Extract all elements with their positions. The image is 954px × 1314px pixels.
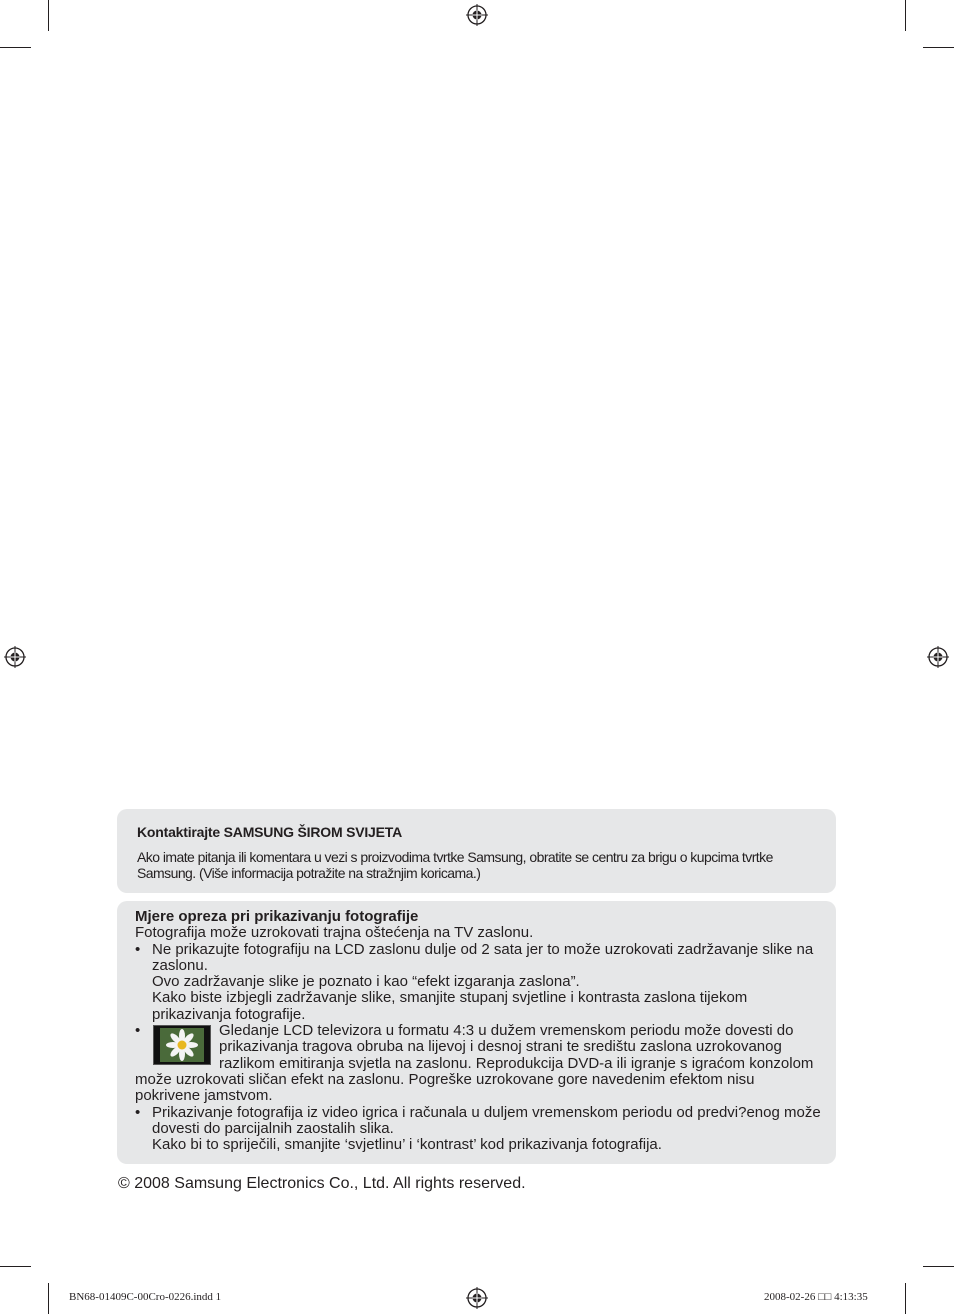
- bullet-symbol: •: [135, 940, 141, 958]
- bullet-symbol: •: [135, 1022, 141, 1040]
- registration-mark-icon: [4, 646, 26, 668]
- crop-mark-top-left-vertical: [48, 0, 49, 31]
- precaution-bullet-3: [135, 1105, 822, 1154]
- bullet-line: Ovo zadržavanje slike je poznato i kao “efekt izgaranja zaslona”.: [152, 973, 580, 991]
- bullet-line: Ne prikazujte fotografiju na LCD zaslonu dulje od 2 sata jer to može uzrokovati zadržavanje slike na zaslonu.: [152, 940, 814, 974]
- crop-mark-bottom-right-horizontal: [923, 1266, 954, 1267]
- registration-mark-icon: [927, 646, 949, 668]
- crop-mark-top-left-horizontal: [0, 47, 31, 48]
- precaution-intro: Fotografija može uzrokovati trajna oštećenja na TV zaslonu.: [135, 924, 534, 942]
- precaution-title: Mjere opreza pri prikazivanju fotografije: [135, 908, 419, 925]
- precaution-box: [117, 901, 836, 1164]
- contact-title: Kontaktirajte SAMSUNG ŠIROM SVIJETA: [137, 824, 403, 840]
- bullet-line: Kako bi to spriječili, smanjite ‘svjetlinu’ i ‘kontrast’ kod prikazivanja fotografija.: [152, 1136, 662, 1154]
- precaution-bullet-1: [135, 942, 822, 1023]
- flower-picture-icon: [153, 1025, 211, 1065]
- footer-file-name: BN68-01409C-00Cro-0226.indd 1: [69, 1291, 222, 1303]
- footer-date-time: 2008-02-26 □□ 4:13:35: [764, 1291, 868, 1303]
- crop-mark-bottom-left-horizontal: [0, 1266, 31, 1267]
- flower-picture-icon: [154, 1026, 210, 1064]
- bullet-text: Gledanje LCD televizora u formatu 4:3 u dužem vremenskom periodu može dovesti do prikazivanja tragova obruba na lijevoj i desnoj strani te središtu zaslona uzrokovanog razlikom emitiranja svjetla na zaslonu. Reprodukcija DVD-a ili igranje s igraćom konzolom može uzrokovati sličan efekt na zaslonu. Pogreške uzrokovane gore navedenim efektom nisu pokrivene jamstvom.: [135, 1022, 814, 1105]
- crop-mark-top-right-vertical: [905, 0, 906, 31]
- crop-mark-bottom-right-vertical: [905, 1283, 906, 1314]
- contact-text: Ako imate pitanja ili komentara u vezi s proizvodima tvrtke Samsung, obratite se centru za brigu o kupcima tvrtke Samsung. (Više informacija potražite na stražnjim koricama.): [137, 849, 773, 881]
- bullet-line: Prikazivanje fotografija iz video igrica i računala u duljem vremenskom periodu od predvi?enog može dovesti do parcijalnih zaostalih slika.: [152, 1103, 821, 1137]
- bullet-line: Kako biste izbjegli zadržavanje slike, smanjite stupanj svjetline i kontrasta zaslona tijekom prikazivanja fotografije.: [152, 989, 748, 1023]
- copyright: © 2008 Samsung Electronics Co., Ltd. All rights reserved.: [118, 1175, 526, 1192]
- precaution-bullet-2: [135, 1023, 822, 1104]
- crop-mark-bottom-left-vertical: [48, 1283, 49, 1314]
- bullet-symbol: •: [135, 1103, 141, 1121]
- registration-mark-icon: [466, 4, 488, 26]
- crop-mark-top-right-horizontal: [923, 47, 954, 48]
- registration-mark-icon: [466, 1287, 488, 1309]
- contact-box: [117, 809, 836, 893]
